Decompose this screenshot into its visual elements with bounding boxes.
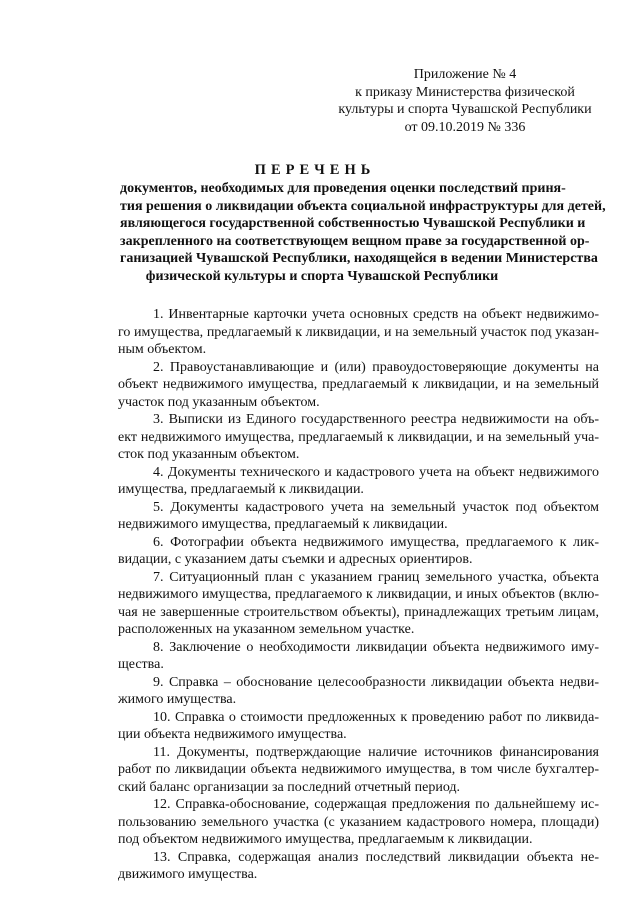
list-item: [118, 534, 599, 569]
list-item-line: 10. Справка о стоимости предложенных к проведению работ по ликвида-: [153, 709, 599, 725]
subtitle-line: ганизацией Чувашской Республики, находящейся в ведении Министерства: [120, 251, 598, 266]
list-item: [118, 849, 599, 884]
list-item-line: недвижимого имущества, предлагаемый к ликвидации.: [118, 517, 448, 532]
appendix-line: от 09.10.2019 № 336: [404, 119, 526, 135]
list-item-line: имущества, предлагаемый к ликвидации.: [118, 482, 364, 497]
document-subtitle: [120, 180, 606, 285]
list-item-line: недвижимого имущества, предлагаемого к ликвидации, и иных объектов (вклю-: [118, 587, 599, 602]
list-item: [118, 306, 599, 359]
subtitle-line: являющегося государственной собственностью Чувашской Республики и: [120, 216, 586, 231]
list-item: [118, 744, 599, 797]
list-item-line: 6. Фотографии объекта недвижимого имущества, предлагаемого к лик-: [153, 534, 599, 550]
list-item-line: 12. Справка-обоснование, содержащая предложения по дальнейшему ис-: [153, 797, 599, 812]
subtitle-line: закрепленного на соответствующем вещном праве за государственной ор-: [120, 233, 590, 249]
list-item-line: чая не завершенные строительством объекты), принадлежащих третьим лицам,: [118, 604, 599, 620]
list-item: [118, 709, 599, 744]
list-item-line: ект недвижимого имущества, предлагаемый к ликвидации, и на земельный уча-: [118, 429, 599, 445]
subtitle-line: документов, необходимых для проведения оценки последствий приня-: [120, 181, 566, 196]
list-item-line: щества.: [118, 657, 164, 672]
list-item-line: под объектом недвижимого имущества, предлагаемым к ликвидации.: [118, 832, 533, 847]
list-item-line: 4. Документы технического и кадастрового учета на объект недвижимого: [153, 464, 599, 480]
list-item: [118, 359, 599, 412]
list-item: [118, 464, 599, 499]
list-item-line: участок под указанным объектом.: [118, 394, 320, 410]
list-item: [118, 411, 599, 464]
list-item-line: 11. Документы, подтверждающие наличие источников финансирования: [153, 744, 599, 760]
appendix-line: к приказу Министерства физической: [355, 84, 575, 100]
list-item-line: ский баланс организации за последний отчетный период.: [118, 779, 461, 795]
list-item: [118, 499, 599, 534]
list-item: [118, 796, 599, 849]
list-item-line: го имущества, предлагаемый к ликвидации, и на земельный участок под указан-: [118, 324, 599, 340]
list-item-line: движимого имущества.: [118, 867, 258, 882]
list-item-line: видации, с указанием даты съемки и адресных ориентиров.: [118, 552, 473, 567]
list-item-line: работ по ликвидации объекта недвижимого имущества, в том числе бухгалтер-: [118, 762, 599, 777]
list-item: [118, 639, 599, 674]
list-item-line: пользованию земельного участка (с указанием кадастрового номера, площади): [118, 814, 599, 830]
document-title: ПЕРЕЧЕНЬ: [254, 162, 376, 178]
list-item-line: 2. Правоустанавливающие и (или) правоудостоверяющие документы на: [153, 359, 599, 375]
appendix-line: Приложение № 4: [413, 67, 517, 82]
list-item-line: 8. Заключение о необходимости ликвидации объекта недвижимого иму-: [153, 639, 599, 655]
list-item-line: жимого имущества.: [118, 692, 237, 707]
list-item-line: 9. Справка – обоснование целесообразности ликвидации объекта недви-: [153, 674, 599, 690]
document-list: [118, 306, 599, 884]
list-item-line: 13. Справка, содержащая анализ последствий ликвидации объекта не-: [153, 849, 599, 865]
appendix-line: культуры и спорта Чувашской Республики: [338, 102, 592, 117]
subtitle-line: физической культуры и спорта Чувашской Республики: [145, 268, 499, 284]
list-item-line: 5. Документы кадастрового учета на земельный участок под объектом: [153, 499, 599, 515]
list-item-line: сток под указанным объектом.: [118, 447, 300, 462]
list-item-line: 3. Выписки из Единого государственного реестра недвижимости на объ-: [153, 412, 599, 427]
list-item-line: ным объектом.: [118, 342, 207, 357]
list-item-line: ции объекта недвижимого имущества.: [118, 727, 347, 742]
list-item-line: расположенных на указанном земельном участке.: [118, 622, 415, 637]
list-item-line: объект недвижимого имущества, предлагаемый к ликвидации, и на земельный: [118, 377, 599, 392]
list-item-line: 7. Ситуационный план с указанием границ земельного участка, объекта: [153, 569, 599, 585]
appendix-note: [330, 66, 600, 136]
subtitle-line: тия решения о ликвидации объекта социальной инфраструктуры для детей,: [120, 198, 606, 214]
list-item: [118, 569, 599, 639]
list-item: [118, 674, 599, 709]
list-item-line: 1. Инвентарные карточки учета основных средств на объект недвижимо-: [153, 307, 599, 322]
